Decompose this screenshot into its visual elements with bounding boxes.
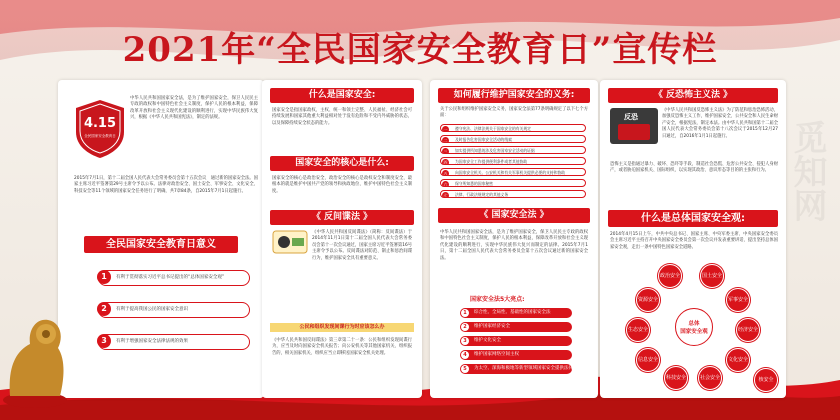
diagram-node: 核安全	[754, 368, 778, 392]
diagram-node: 军事安全	[726, 288, 750, 312]
highlight-item: 4 维护国家网络空间主权	[460, 350, 572, 360]
history-text: 2015年7月1日，第十二届全国人民代表大会常务委员会第十五次会议 通过新的国家安全法。国家主席习近平签署第29号主席令予以公布。法律对政治安全、国土安全、军事安全、文化安全、科技安全等11个领域的国家安全任务进行了明确，共7章84条，自2015年7月1日起施行。	[74, 176, 258, 194]
diagram-node: 国土安全	[700, 264, 724, 288]
significance-item: 3 有利于增强国家安全法律法规的效果	[98, 334, 250, 350]
spy-law-heading: 《 反间谍法 》	[270, 210, 414, 225]
duty-item: 六 保守所知悉的国家秘密	[440, 179, 586, 187]
diagram-node: 科技安全	[664, 366, 688, 390]
significance-item: 2 有利于提高我国公民的国家安全意识	[98, 302, 250, 318]
terror-law-heading: 《 反恐怖主义法 》	[608, 88, 778, 103]
seal-number: 4.15	[83, 116, 117, 131]
significance-item: 1 有利于贯彻落实习近平总书记提出的“总体国家安全观”	[98, 270, 250, 286]
seal-emblem	[74, 98, 126, 160]
significance-heading: 全民国家安全教育日意义	[84, 236, 238, 253]
duty-heading: 如何履行维护国家安全的义务:	[438, 88, 590, 103]
highlight-item: 1 综合性、全局性、基础性的国家安全法	[460, 308, 572, 318]
highlight-item: 3 维护文化安全	[460, 336, 572, 346]
duty-item: 二 及时报告危害国家安全活动的线索	[440, 135, 586, 143]
spy-text-2: 《中华人民共和国反间谍法》第三章第二十一条：公民和组织发现间谍行为，应当及时向国家安全机关报告；向公安机关等其他国家机关、组织报告的，相关国家机关、组织应当立即移送国家安全机关处理。	[272, 338, 412, 356]
intro-text: 中华人民共和国国家安全法，是为了维护国家安全，保卫人民民主专政的政权和中国特色社会主义制度，保护人民的根本利益，保障改革开放和社会主义现代化建设的顺利进行，实现中华民族伟大复兴，根据《中华人民共和国宪法》，制定的法规。	[130, 96, 258, 121]
terror-text: 《中华人民共和国反恐怖主义法》为了防范和惩治恐怖活动，加强反恐怖主义工作，维护国家安全、公共安全和人民生命财产安全，根据宪法，制定本法。由中华人民共和国第十二届全国人民代表大会常务委员会第十八次会议于2015年12月27日通过，自2016年1月1日起施行。	[662, 108, 779, 139]
diagram-node: 社会安全	[698, 366, 722, 390]
diagram-node: 文化安全	[726, 348, 750, 372]
duty-item: 七 法律、行政法规规定的其他义务	[440, 190, 586, 198]
duty-item: 三 如实提供所知悉的涉及危害国家安全活动的证据	[440, 146, 586, 154]
terror-text-2: 恐怖主义是指通过暴力、破坏、恐吓等手段，制造社会恐慌、危害公共安全、侵犯人身财产，或者胁迫国家机关、国际组织，以实现其政治、意识形态等目的的主张和行为。	[610, 162, 778, 174]
spy-slogan: 公民和组织发现间谍行为时应该怎么办	[270, 323, 414, 332]
diagram-node: 资源安全	[636, 288, 660, 312]
holistic-view-heading: 什么是总体国家安全观:	[608, 210, 778, 227]
holistic-view-text: 2014年4月15日上午，中共中央总书记、国家主席、中央军委主席、中央国家安全委员会主席习近平主持召开中央国家安全委员会第一次会议并发表重要讲话，提出坚持总体国家安全观，走出一条中国特色国家安全道路。	[610, 232, 778, 250]
spy-text: 《中华人民共和国反间谍法》（简称：反间谍法）于2014年11月1日第十二届全国人民代表大会常务委员会第十一次会议通过，国家主席习近平签署第16号主席令予以公布。反间谍法对防范、制止和惩治间谍行为，维护国家安全具有重要意义。	[312, 230, 412, 261]
panel-terror	[600, 80, 786, 398]
diagram-node: 生态安全	[626, 318, 650, 342]
duty-intro: 关于公民和组织维护国家安全义务，国家安全法第77条明确规定了以下七个方面：	[440, 107, 588, 119]
panel-intro	[58, 80, 264, 398]
what-text: 国家安全是指国家政权、主权、统一和领土完整、人民福祉、经济社会可持续发展和国家其他重大利益相对处于没有危险和不受内外威胁的状态，以及保障持续安全状态的能力。	[272, 108, 412, 126]
diagram-node: 经济安全	[736, 318, 760, 342]
duty-item: 五 向国家安全机关、公安机关和有关军事机关提供必要的支持和协助	[440, 168, 586, 176]
page-title: 2021年“全民国家安全教育日”宣传栏	[122, 30, 718, 70]
what-heading: 什么是国家安全:	[270, 88, 414, 103]
lion-statue-image	[0, 300, 70, 410]
terror-illustration	[610, 108, 658, 144]
diagram-hub: 总体 国家安全观	[675, 308, 713, 346]
highlight-item: 2 维护国家经济安全	[460, 322, 572, 332]
duty-item: 一 遵守宪法、法律法规关于国家安全的有关规定	[440, 124, 586, 132]
duty-item: 四 为国家安全工作提供便利条件或者其他协助	[440, 157, 586, 165]
diagram-node: 信息安全	[636, 348, 660, 372]
core-text: 国家安全的核心是政治安全，政治安全的核心是政权安全和制度安全，最根本的就是维护中国共产党的领导和执政地位、维护中国特色社会主义制度。	[272, 176, 412, 194]
security-law-heading: 《 国家安全法 》	[438, 208, 590, 223]
diagram-node: 政治安全	[658, 264, 682, 288]
security-diagram	[600, 256, 786, 396]
panel-duties	[430, 80, 598, 398]
terror-badge: 反恐	[624, 113, 638, 121]
panel-security	[262, 80, 422, 398]
spy-illustration	[272, 230, 308, 254]
core-heading: 国家安全的核心是什么:	[270, 156, 414, 171]
watermark: 觅知网	[787, 120, 827, 222]
seal-caption: 全民国家安全教育日	[84, 134, 116, 138]
highlights-heading: 国家安全法5大亮点:	[470, 296, 525, 303]
security-law-text: 中华人民共和国国家安全法，是为了维护国家安全，保卫人民民主专政的政权和中国特色社会主义制度，保护人民的根本利益，保障改革开放和社会主义现代化建设的顺利进行，实现中华民族伟大复兴而制定的法律。2015年7月1日，第十二届全国人民代表大会常务委员会第十五次会议通过新的国家安全法。	[440, 230, 588, 261]
highlight-item: 5 为太空、深海和极地等新型领域国家安全提供法律支撑	[460, 364, 572, 374]
